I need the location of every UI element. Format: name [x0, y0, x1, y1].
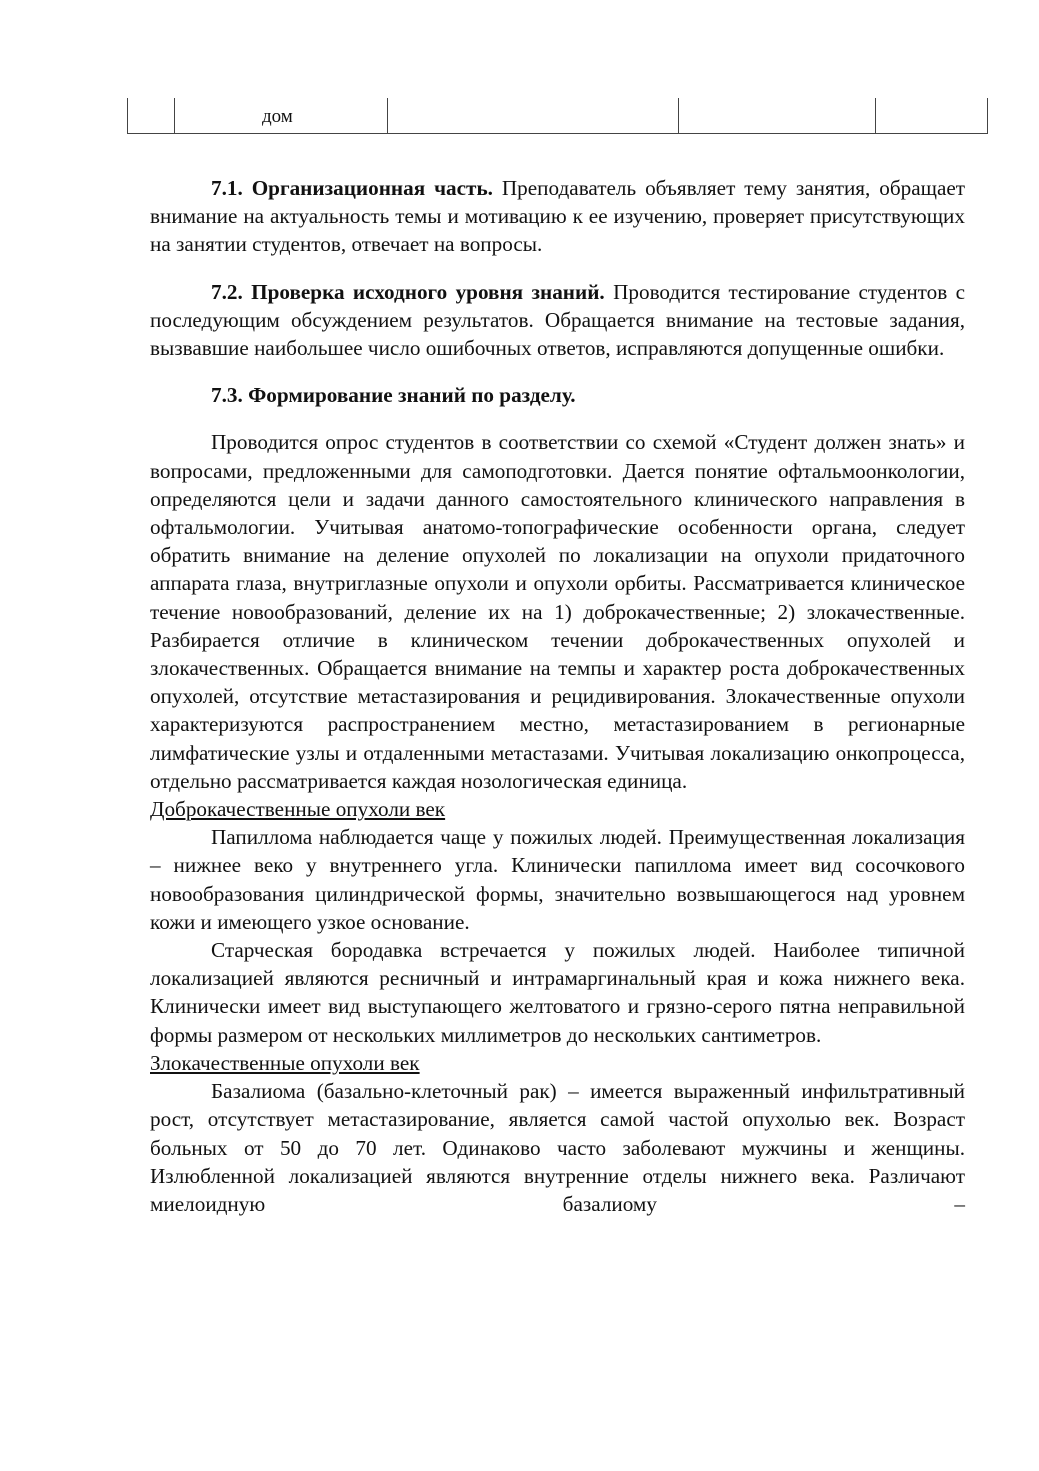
table-fragment [127, 98, 988, 134]
benign-paragraph-papilloma: Папиллома наблюдается чаще у пожилых людей. Преимущественная локализация – нижнее веко у внутреннего угла. Клинически папиллома имеет вид сосочкового новообразования цилиндрической формы, значительно возвышающегося над уровнем кожи и имеющего узкое основание. [150, 825, 965, 934]
section-7-2-title: 7.2. Проверка исходного уровня знаний. [211, 279, 605, 304]
table-column-divider [174, 98, 175, 134]
section-7-2-text: Проводится тестирование студентов с последующим обсуждением результатов. Обращается внимание на тестовые задания, вызвавшие наибольшее число ошибочных ответов, исправляются допущенные ошибки. [150, 279, 965, 361]
table-column-divider [875, 98, 876, 134]
table-column-divider [678, 98, 679, 134]
malignant-tumors-heading: Злокачественные опухоли век [150, 1050, 420, 1075]
section-7-3-title: 7.3. Формирование знаний по разделу. [211, 383, 576, 408]
table-column-divider [387, 98, 388, 134]
section-7-1-text: Преподаватель объявляет тему занятия, обращает внимание на актуальность темы и мотивацию к ее изучению, проверяет присутствующих на занятии студентов, отвечает на вопросы. [150, 176, 966, 257]
table-cell-text: дом [262, 106, 293, 127]
malignant-paragraph-basalioma: Базалиома (базально-клеточный рак) – имеется выраженный инфильтративный рост, отсутствует метастазирование, является самой частой опухолью век. Возраст больных от 50 до 70 лет. Одинаково часто заболевают мужчины и женщины. Излюбленной локализацией являются внутренние отделы нижнего века. Различают миелоидную базалиому – [150, 1079, 965, 1216]
section-7-3-text: Проводится опрос студентов в соответствии со схемой «Студент должен знать» и вопросами, предложенными для самоподготовки. Дается понятие офтальмоонкологии, определяются цели и задачи данного самостоятельного клинического направления в офтальмологии. Учитывая анатомо-топографические особенности органа, следует обратить внимание на деление опухолей по локализации на опухоли придаточного аппарата глаза, внутриглазные опухоли и опухоли орбиты. Рассматривается клиническое течение новообразований, деление их на 1) доброкачественные; 2) злокачественные. Разбирается отличие в клиническом течении доброкачественных опухолей и злокачественных. Обращается внимание на темпы и характер роста доброкачественных опухолей, отсутствие метастазирования и рецидивирования. Злокачественные опухоли характеризуются распространением местно, метастазированием в регионарные лимфатические узлы и отдаленными метастазами. Учитывая локализацию онкопроцесса, отдельно рассматривается каждая нозологическая единица. [150, 430, 965, 793]
section-7-1 [150, 174, 965, 259]
section-7-1-title: 7.1. Организационная часть. [211, 176, 493, 200]
benign-tumors-heading: Доброкачественные опухоли век [150, 797, 446, 822]
section-7-2 [150, 278, 965, 363]
benign-paragraph-wart: Старческая бородавка встречается у пожилых людей. Наиболее типичной локализацией являются ресничный и интрамаргинальный края и кожа нижнего века. Клинически имеет вид выступающего желтоватого и грязно-серого пятна неправильной формы размером от нескольких миллиметров до нескольких сантиметров. [150, 938, 965, 1047]
document-body [150, 174, 965, 1218]
